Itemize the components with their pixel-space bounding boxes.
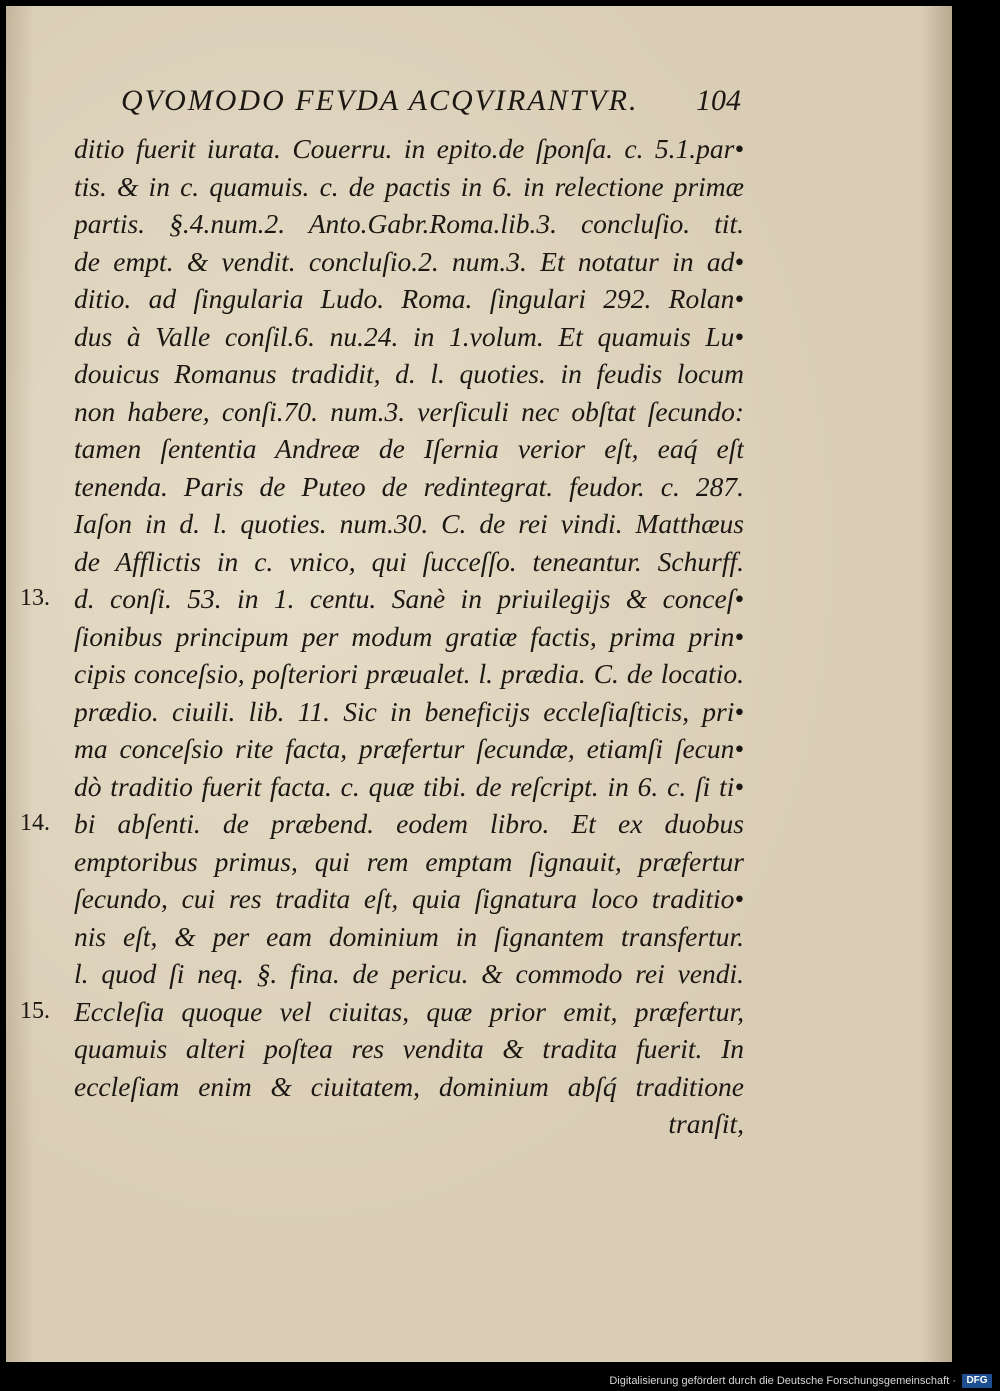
footer-credit: Digitalisierung gefördert durch die Deutsche Forschungsgemeinschaft · — [609, 1375, 956, 1387]
text-line-content: tis. & in c. quamuis. c. de pactis in 6. in relectione primæ — [74, 170, 744, 202]
page-number: 104 — [696, 84, 741, 117]
text-line — [74, 955, 744, 993]
text-line-content: l. quod ſi neq. §. fina. de pericu. & commodo rei vendi. — [74, 958, 744, 989]
text-line-content: tranſit, — [668, 1108, 744, 1139]
dfg-logo: DFG — [962, 1374, 992, 1388]
text-line — [74, 393, 744, 431]
text-line — [74, 505, 744, 543]
text-line — [74, 768, 744, 806]
text-line-content: d. conſi. 53. in 1. centu. Sanè in priuilegijs & conceſ• — [74, 583, 744, 614]
footer-bar — [0, 1372, 1000, 1391]
text-line — [74, 993, 744, 1031]
text-line — [74, 130, 744, 168]
section-number: 13. — [20, 585, 50, 611]
text-line — [74, 805, 744, 843]
text-line-content: partis. §.4.num.2. Anto.Gabr.Roma.lib.3. concluſio. tit. — [74, 208, 744, 239]
running-head-title: QVOMODO FEVDA ACQVIRANTVR. — [121, 84, 639, 117]
text-line — [74, 543, 744, 581]
text-line-content: ma conceſsio rite facta, præfertur ſecundæ, etiamſi ſecun• — [74, 733, 744, 764]
text-line-content: Iaſon in d. l. quoties. num.30. C. de rei vindi. Matthæus — [74, 508, 744, 539]
text-line — [74, 843, 744, 881]
text-line-content: tamen ſententia Andreæ de Iſernia verior eſt, eaq́ eſt — [74, 433, 744, 464]
text-line-content: ſionibus principum per modum gratiæ factis, prima prin• — [74, 620, 744, 652]
section-number: 15. — [20, 997, 50, 1024]
text-line-content: ditio. ad ſingularia Ludo. Roma. ſingulari 292. Rolan• — [74, 283, 744, 314]
text-line — [74, 280, 744, 318]
text-line — [74, 243, 744, 281]
text-line — [74, 318, 744, 356]
text-line — [74, 1068, 744, 1106]
text-line — [74, 355, 744, 393]
text-line — [74, 168, 744, 206]
text-line-content: eccleſiam enim & ciuitatem, dominium abſq́ traditione — [74, 1070, 744, 1102]
text-line-content: dus à Valle conſil.6. nu.24. in 1.volum. Et quamuis Lu• — [74, 320, 744, 352]
text-line — [74, 880, 744, 918]
section-number: 14. — [20, 810, 50, 836]
book-page — [6, 6, 952, 1362]
text-line-content: de empt. & vendit. concluſio.2. num.3. Et notatur in ad• — [74, 245, 744, 277]
text-line — [74, 655, 744, 693]
text-line — [74, 918, 744, 956]
text-line-content: ſecundo, cui res tradita eſt, quia ſignatura loco traditio• — [74, 883, 744, 914]
text-line-content: prædio. ciuili. lib. 11. Sic in beneficijs eccleſiaſticis, pri• — [74, 695, 744, 727]
text-line-content: de Afflictis in c. vnico, qui ſucceſſo. teneantur. Schurff. — [74, 545, 744, 577]
text-line — [74, 730, 744, 768]
text-line — [74, 1030, 744, 1068]
text-line-content: douicus Romanus tradidit, d. l. quoties. in feudis locum — [74, 358, 744, 389]
body-text — [74, 130, 744, 1143]
text-line-content: nis eſt, & per eam dominium in ſignantem transfertur. — [74, 920, 744, 952]
text-line-content: non habere, conſi.70. num.3. verſiculi nec obſtat ſecundo: — [74, 395, 744, 427]
text-line-content: dò traditio fuerit facta. c. quæ tibi. de reſcript. in 6. c. ſi ti• — [74, 770, 744, 802]
text-line-content: cipis conceſsio, poſteriori præualet. l. prædia. C. de locatio. — [74, 658, 744, 689]
text-line — [74, 205, 744, 243]
text-line — [74, 468, 744, 506]
text-line — [74, 618, 744, 656]
text-line — [74, 693, 744, 731]
text-line — [74, 1105, 744, 1143]
text-line-content: emptoribus primus, qui rem emptam ſignauit, præfertur — [74, 845, 744, 877]
text-line-content: quamuis alteri poſtea res vendita & tradita fuerit. In — [74, 1033, 744, 1064]
text-line — [74, 580, 744, 618]
text-line-content: Eccleſia quoque vel ciuitas, quæ prior emit, præfertur, — [74, 995, 744, 1027]
text-line-content: bi abſenti. de præbend. eodem libro. Et ex duobus — [74, 808, 744, 839]
text-line — [74, 430, 744, 468]
text-line-content: tenenda. Paris de Puteo de redintegrat. feudor. c. 287. — [74, 470, 744, 502]
text-line-content: ditio fuerit iurata. Couerru. in epito.de ſponſa. c. 5.1.par• — [74, 133, 744, 164]
